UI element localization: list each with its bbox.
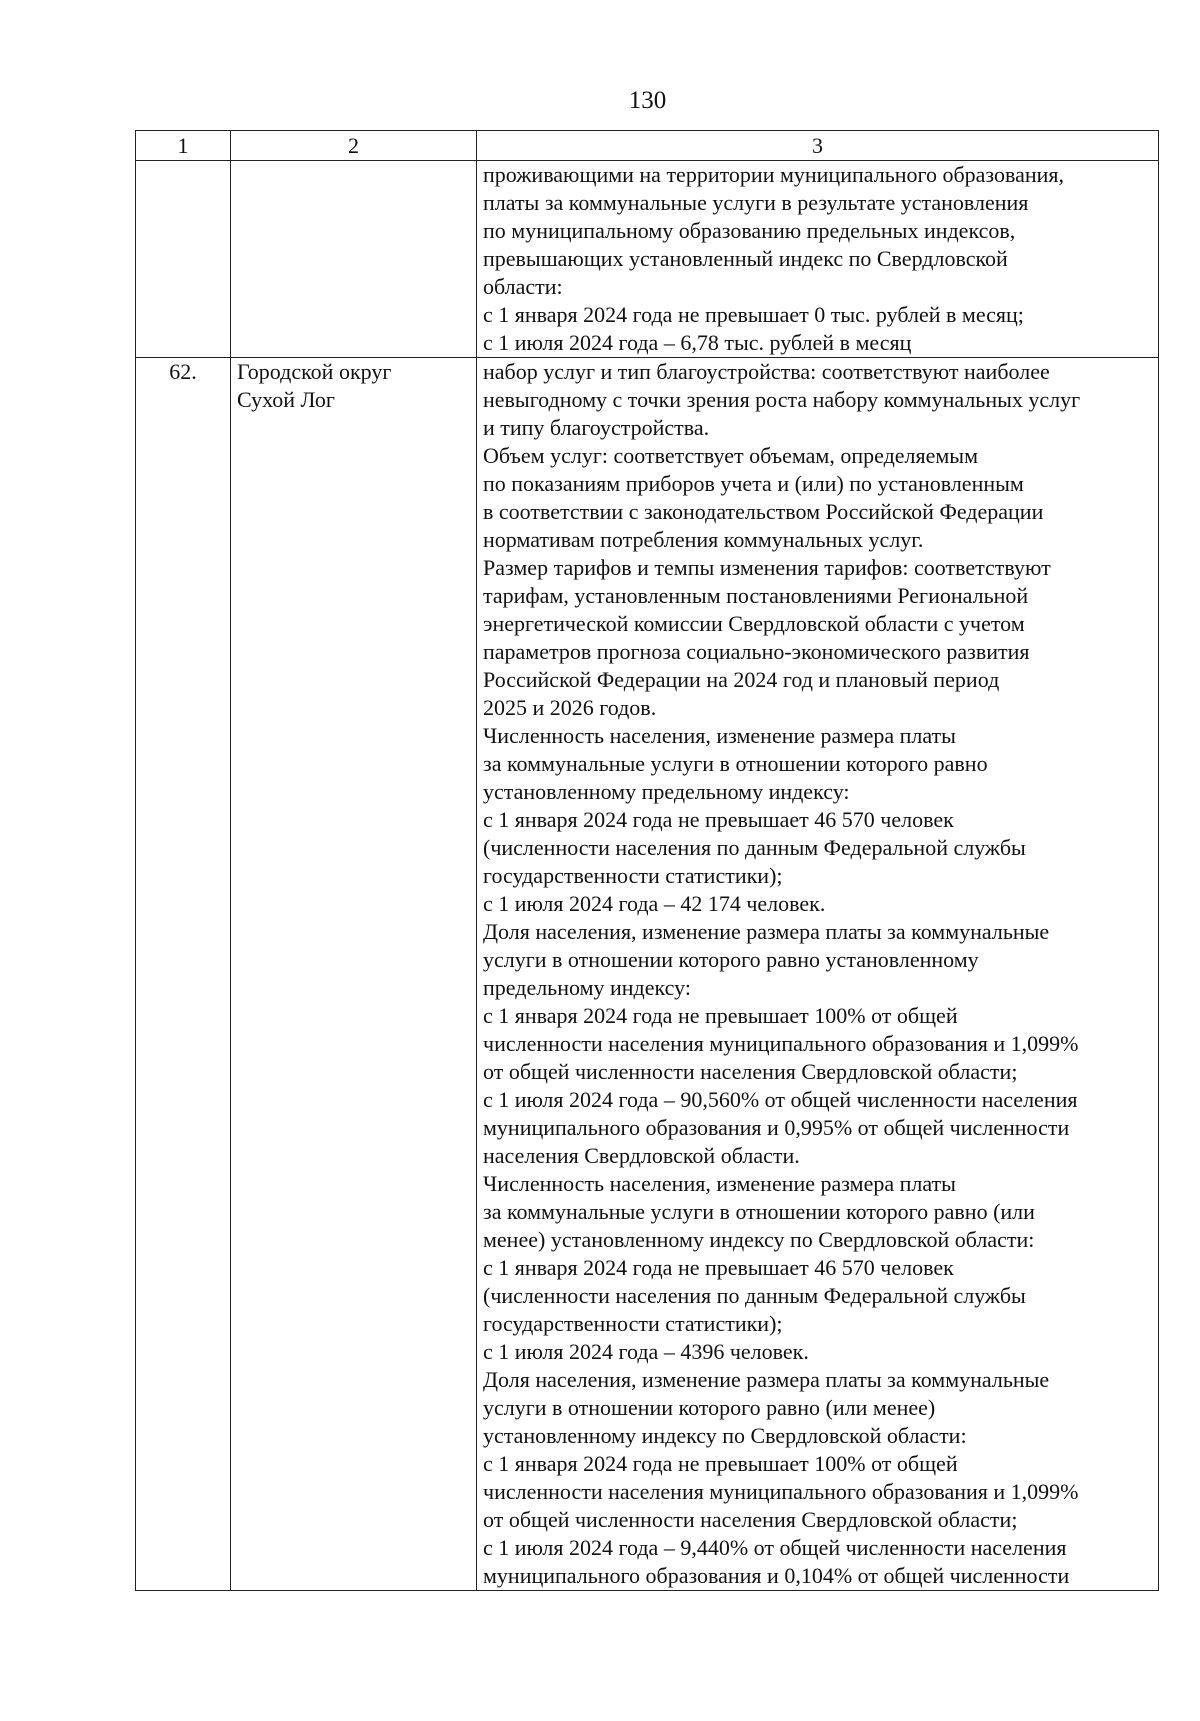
text-line: 2025 и 2026 годов. [483, 695, 657, 720]
text-line: с 1 июля 2024 года – 9,440% от общей численности населения [483, 1535, 1067, 1560]
text-line: за коммунальные услуги в отношении которого равно [483, 751, 988, 776]
text-line: численности населения муниципального образования и 1,099% [483, 1031, 1079, 1056]
text-line: Объем услуг: соответствует объемам, определяемым [483, 443, 979, 468]
column-header-2: 2 [231, 131, 477, 161]
column-header-1: 1 [136, 131, 231, 161]
text-line: услуги в отношении которого равно установленному [483, 947, 979, 972]
table-row [136, 358, 1159, 1591]
row-number: 62. [136, 358, 231, 1591]
municipality-name [231, 358, 477, 1591]
text-line: Доля населения, изменение размера платы за коммунальные [483, 1367, 1050, 1392]
text-line: с 1 июля 2024 года – 6,78 тыс. рублей в месяц [483, 330, 912, 355]
text-line: с 1 июля 2024 года – 90,560% от общей численности населения [483, 1087, 1078, 1112]
text-line: с 1 января 2024 года не превышает 100% от общей [483, 1451, 958, 1476]
row-number [136, 161, 231, 358]
text-line: невыгодному с точки зрения роста набору коммунальных услуг [483, 387, 1081, 412]
text-line: государственности статистики); [483, 1311, 783, 1336]
text-line: муниципального образования и 0,104% от общей численности [483, 1563, 1070, 1588]
text-line: Численность населения, изменение размера платы [483, 1171, 956, 1196]
text-line: с 1 июля 2024 года – 42 174 человек. [483, 891, 826, 916]
text-line: нормативам потребления коммунальных услуг. [483, 527, 924, 552]
text-line: (численности населения по данным Федеральной службы [483, 835, 1026, 860]
text-line: и типу благоустройства. [483, 415, 710, 440]
text-line: превышающих установленный индекс по Свердловской [483, 246, 1008, 271]
text-line: по муниципальному образованию предельных индексов, [483, 218, 1016, 243]
text-line: менее) установленному индексу по Свердловской области: [483, 1227, 1035, 1252]
text-line: установленному предельному индексу: [483, 779, 850, 804]
text-line: за коммунальные услуги в отношении которого равно (или [483, 1199, 1035, 1224]
text-line: Доля населения, изменение размера платы за коммунальные [483, 919, 1050, 944]
text-line: области: [483, 274, 563, 299]
text-line: государственности статистики); [483, 863, 783, 888]
row-text [477, 161, 1159, 358]
text-line: платы за коммунальные услуги в результате установления [483, 190, 1029, 215]
document-table [135, 130, 1159, 1591]
text-line: параметров прогноза социально-экономического развития [483, 639, 1030, 664]
municipality-name-line: Сухой Лог [237, 387, 335, 412]
table-header-row [136, 131, 1159, 161]
text-line: Численность населения, изменение размера платы [483, 723, 956, 748]
text-line: набор услуг и тип благоустройства: соответствуют наиболее [483, 359, 1050, 384]
text-line: населения Свердловской области. [483, 1143, 800, 1168]
text-line: предельному индексу: [483, 975, 691, 1000]
text-line: услуги в отношении которого равно (или менее) [483, 1395, 936, 1420]
text-line: установленному индексу по Свердловской области: [483, 1423, 967, 1448]
text-line: в соответствии с законодательством Российской Федерации [483, 499, 1044, 524]
text-line: численности населения муниципального образования и 1,099% [483, 1479, 1079, 1504]
municipality-name [231, 161, 477, 358]
page-number: 130 [628, 87, 667, 114]
row-text [477, 358, 1159, 1591]
text-line: проживающими на территории муниципального образования, [483, 162, 1065, 187]
text-line: с 1 января 2024 года не превышает 100% от общей [483, 1003, 958, 1028]
text-line: от общей численности населения Свердловской области; [483, 1059, 1018, 1084]
text-line: по показаниям приборов учета и (или) по установленным [483, 471, 1024, 496]
text-line: муниципального образования и 0,995% от общей численности [483, 1115, 1070, 1140]
text-line: с 1 июля 2024 года – 4396 человек. [483, 1339, 809, 1364]
column-header-3: 3 [477, 131, 1159, 161]
table-row [136, 161, 1159, 358]
text-line: Размер тарифов и темпы изменения тарифов: соответствуют [483, 555, 1051, 580]
text-line: (численности населения по данным Федеральной службы [483, 1283, 1026, 1308]
text-line: энергетической комиссии Свердловской области с учетом [483, 611, 1025, 636]
text-line: с 1 января 2024 года не превышает 0 тыс. рублей в месяц; [483, 302, 1024, 327]
text-line: от общей численности населения Свердловской области; [483, 1507, 1018, 1532]
text-line: с 1 января 2024 года не превышает 46 570 человек [483, 1255, 954, 1280]
text-line: Российской Федерации на 2024 год и плановый период [483, 667, 1000, 692]
municipality-name-line: Городской округ [237, 359, 392, 384]
text-line: с 1 января 2024 года не превышает 46 570 человек [483, 807, 954, 832]
text-line: тарифам, установленным постановлениями Региональной [483, 583, 1029, 608]
